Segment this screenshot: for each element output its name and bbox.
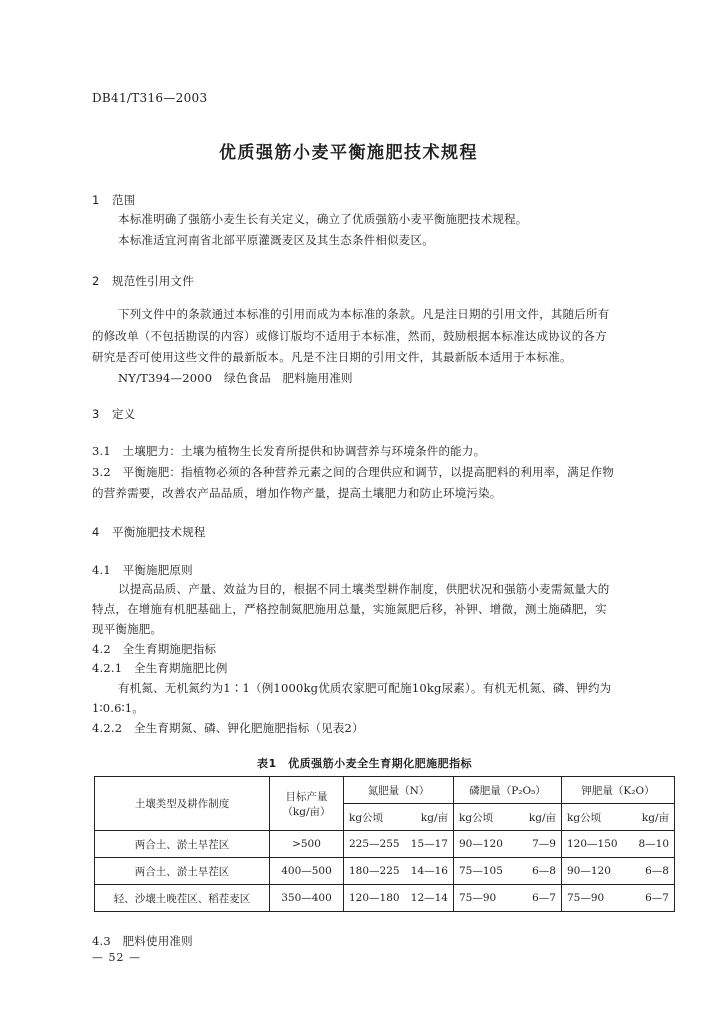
section-1-line-2: 本标准适宜河南省北部平原灌溉麦区及其生态条件相似麦区。 xyxy=(118,233,434,247)
paragraph-4-2-1-line-2: 1∶0.6∶1。 xyxy=(92,701,145,715)
value-mu: 6—8 xyxy=(645,865,669,877)
page-number: — 52 — xyxy=(92,951,141,964)
table-row xyxy=(95,831,675,858)
unit-ha: kg公顷 xyxy=(567,811,602,824)
unit-mu: kg/亩 xyxy=(420,811,448,824)
header-nitrogen: 氮肥量（N） xyxy=(344,777,454,804)
value-mu: 6—8 xyxy=(532,865,556,877)
unit-cell-potassium xyxy=(562,804,675,831)
cell-nitrogen xyxy=(344,858,454,885)
value-ha: 180—225 xyxy=(349,865,400,877)
cell-potassium xyxy=(562,858,675,885)
table-row xyxy=(95,885,675,912)
header-target-yield-unit: （kg/亩） xyxy=(282,805,331,818)
section-4-number: 4 xyxy=(92,525,100,539)
cell-soil: 轻、沙壤土晚茬区、稻茬麦区 xyxy=(95,885,270,912)
section-3-number: 3 xyxy=(92,407,100,421)
header-target-yield-label: 目标产量 xyxy=(285,790,328,803)
definition-3-1: 3.1 土壤肥力：土壤为植物生长发育所提供和协调营养与环境条件的能力。 xyxy=(92,444,486,458)
definition-3-2: 3.2 平衡施肥：指植物必须的各种营养元素之间的合理供应和调节，以提高肥料的利用率，满足作物 xyxy=(92,465,614,479)
subsection-4-2: 4.2 全生育期施肥指标 xyxy=(92,642,217,656)
paragraph-4-1-line-3: 现平衡施肥。 xyxy=(92,622,163,636)
cell-soil: 两合土、淤土旱茬区 xyxy=(95,858,270,885)
cell-potassium xyxy=(562,831,675,858)
value-ha: 120—150 xyxy=(567,838,618,850)
paragraph-4-1-line-1: 以提高品质、产量、效益为目的，根据不同土壤类型耕作制度，供肥状况和强筋小麦需氮量大的 xyxy=(118,582,610,596)
cell-phosphorus xyxy=(454,831,562,858)
fertilizer-table xyxy=(94,776,675,912)
cell-nitrogen xyxy=(344,831,454,858)
section-1-heading: 范围 xyxy=(112,193,136,207)
section-2-line-1: 下列文件中的条款通过本标准的引用而成为本标准的条款。凡是注日期的引用文件，其随后所有 xyxy=(118,307,610,321)
unit-ha: kg公顷 xyxy=(349,811,384,824)
cell-yield: 400—500 xyxy=(270,858,344,885)
value-mu: 8—10 xyxy=(638,838,669,850)
table-row xyxy=(95,858,675,885)
value-ha: 75—105 xyxy=(459,865,503,877)
cell-potassium xyxy=(562,885,675,912)
definition-3-2-cont: 的营养需要，改善农产品品质，增加作物产量，提高土壤肥力和防止环境污染。 xyxy=(92,486,502,500)
section-2-line-3: 研究是否可使用这些文件的最新版本。凡是不注日期的引用文件，其最新版本适用于本标准。 xyxy=(92,350,572,364)
page-title: 优质强筋小麦平衡施肥技术规程 xyxy=(219,143,478,163)
section-1-line-1: 本标准明确了强筋小麦生长有关定义，确立了优质强筋小麦平衡施肥技术规程。 xyxy=(118,212,528,226)
unit-cell-nitrogen xyxy=(344,804,454,831)
paragraph-4-2-1-line-1: 有机氮、无机氮约为1∶1（例1000kg优质农家肥可配施10kg尿素）。有机无机氮、磷、钾约为 xyxy=(118,681,612,695)
table-caption: 表1 优质强筋小麦全生育期化肥施肥指标 xyxy=(257,757,473,770)
value-mu: 15—17 xyxy=(410,838,448,850)
cell-nitrogen xyxy=(344,885,454,912)
document-code: DB41/T316—2003 xyxy=(92,91,208,105)
value-mu: 6—7 xyxy=(532,892,556,904)
value-ha: 75—90 xyxy=(459,892,497,904)
section-1-number: 1 xyxy=(92,193,100,207)
value-ha: 75—90 xyxy=(567,892,605,904)
cell-soil: 两合土、淤土旱茬区 xyxy=(95,831,270,858)
value-mu: 6—7 xyxy=(645,892,669,904)
section-2-reference: NY/T394—2000 绿色食品 肥料施用准则 xyxy=(118,371,353,385)
cell-yield: >500 xyxy=(270,831,344,858)
cell-yield: 350—400 xyxy=(270,885,344,912)
section-2-line-2: 的修改单（不包括勘误的内容）或修订版均不适用于本标准，然而，鼓励根据本标准达成协议的各方 xyxy=(92,329,607,343)
section-4-heading: 平衡施肥技术规程 xyxy=(112,525,206,539)
unit-mu: kg/亩 xyxy=(528,811,556,824)
value-mu: 7—9 xyxy=(532,838,556,850)
value-ha: 225—255 xyxy=(349,838,400,850)
value-ha: 120—180 xyxy=(349,892,400,904)
unit-ha: kg公顷 xyxy=(459,811,494,824)
section-2-heading: 规范性引用文件 xyxy=(112,274,194,288)
cell-phosphorus xyxy=(454,885,562,912)
subsection-4-1: 4.1 平衡施肥原则 xyxy=(92,563,193,577)
paragraph-4-1-line-2: 特点，在增施有机肥基础上，严格控制氮肥施用总量，实施氮肥后移，补钾、增微，测土施磷肥，实 xyxy=(92,602,607,616)
value-ha: 90—120 xyxy=(567,865,611,877)
subsection-4-2-2: 4.2.2 全生育期氮、磷、钾化肥施肥指标（见表2） xyxy=(92,721,364,735)
value-ha: 90—120 xyxy=(459,838,503,850)
subsection-4-2-1: 4.2.1 全生育期施肥比例 xyxy=(92,661,228,675)
unit-mu: kg/亩 xyxy=(641,811,669,824)
header-soil-type: 土壤类型及耕作制度 xyxy=(95,777,270,831)
value-mu: 14—16 xyxy=(410,865,448,877)
header-phosphorus: 磷肥量（P₂O₅） xyxy=(454,777,562,804)
subsection-4-3: 4.3 肥料使用准则 xyxy=(92,934,193,948)
unit-cell-phosphorus xyxy=(454,804,562,831)
header-target-yield xyxy=(270,777,344,831)
section-2-number: 2 xyxy=(92,274,100,288)
cell-phosphorus xyxy=(454,858,562,885)
section-3-heading: 定义 xyxy=(112,407,136,421)
value-mu: 12—14 xyxy=(410,892,448,904)
header-potassium: 钾肥量（K₂O） xyxy=(562,777,675,804)
